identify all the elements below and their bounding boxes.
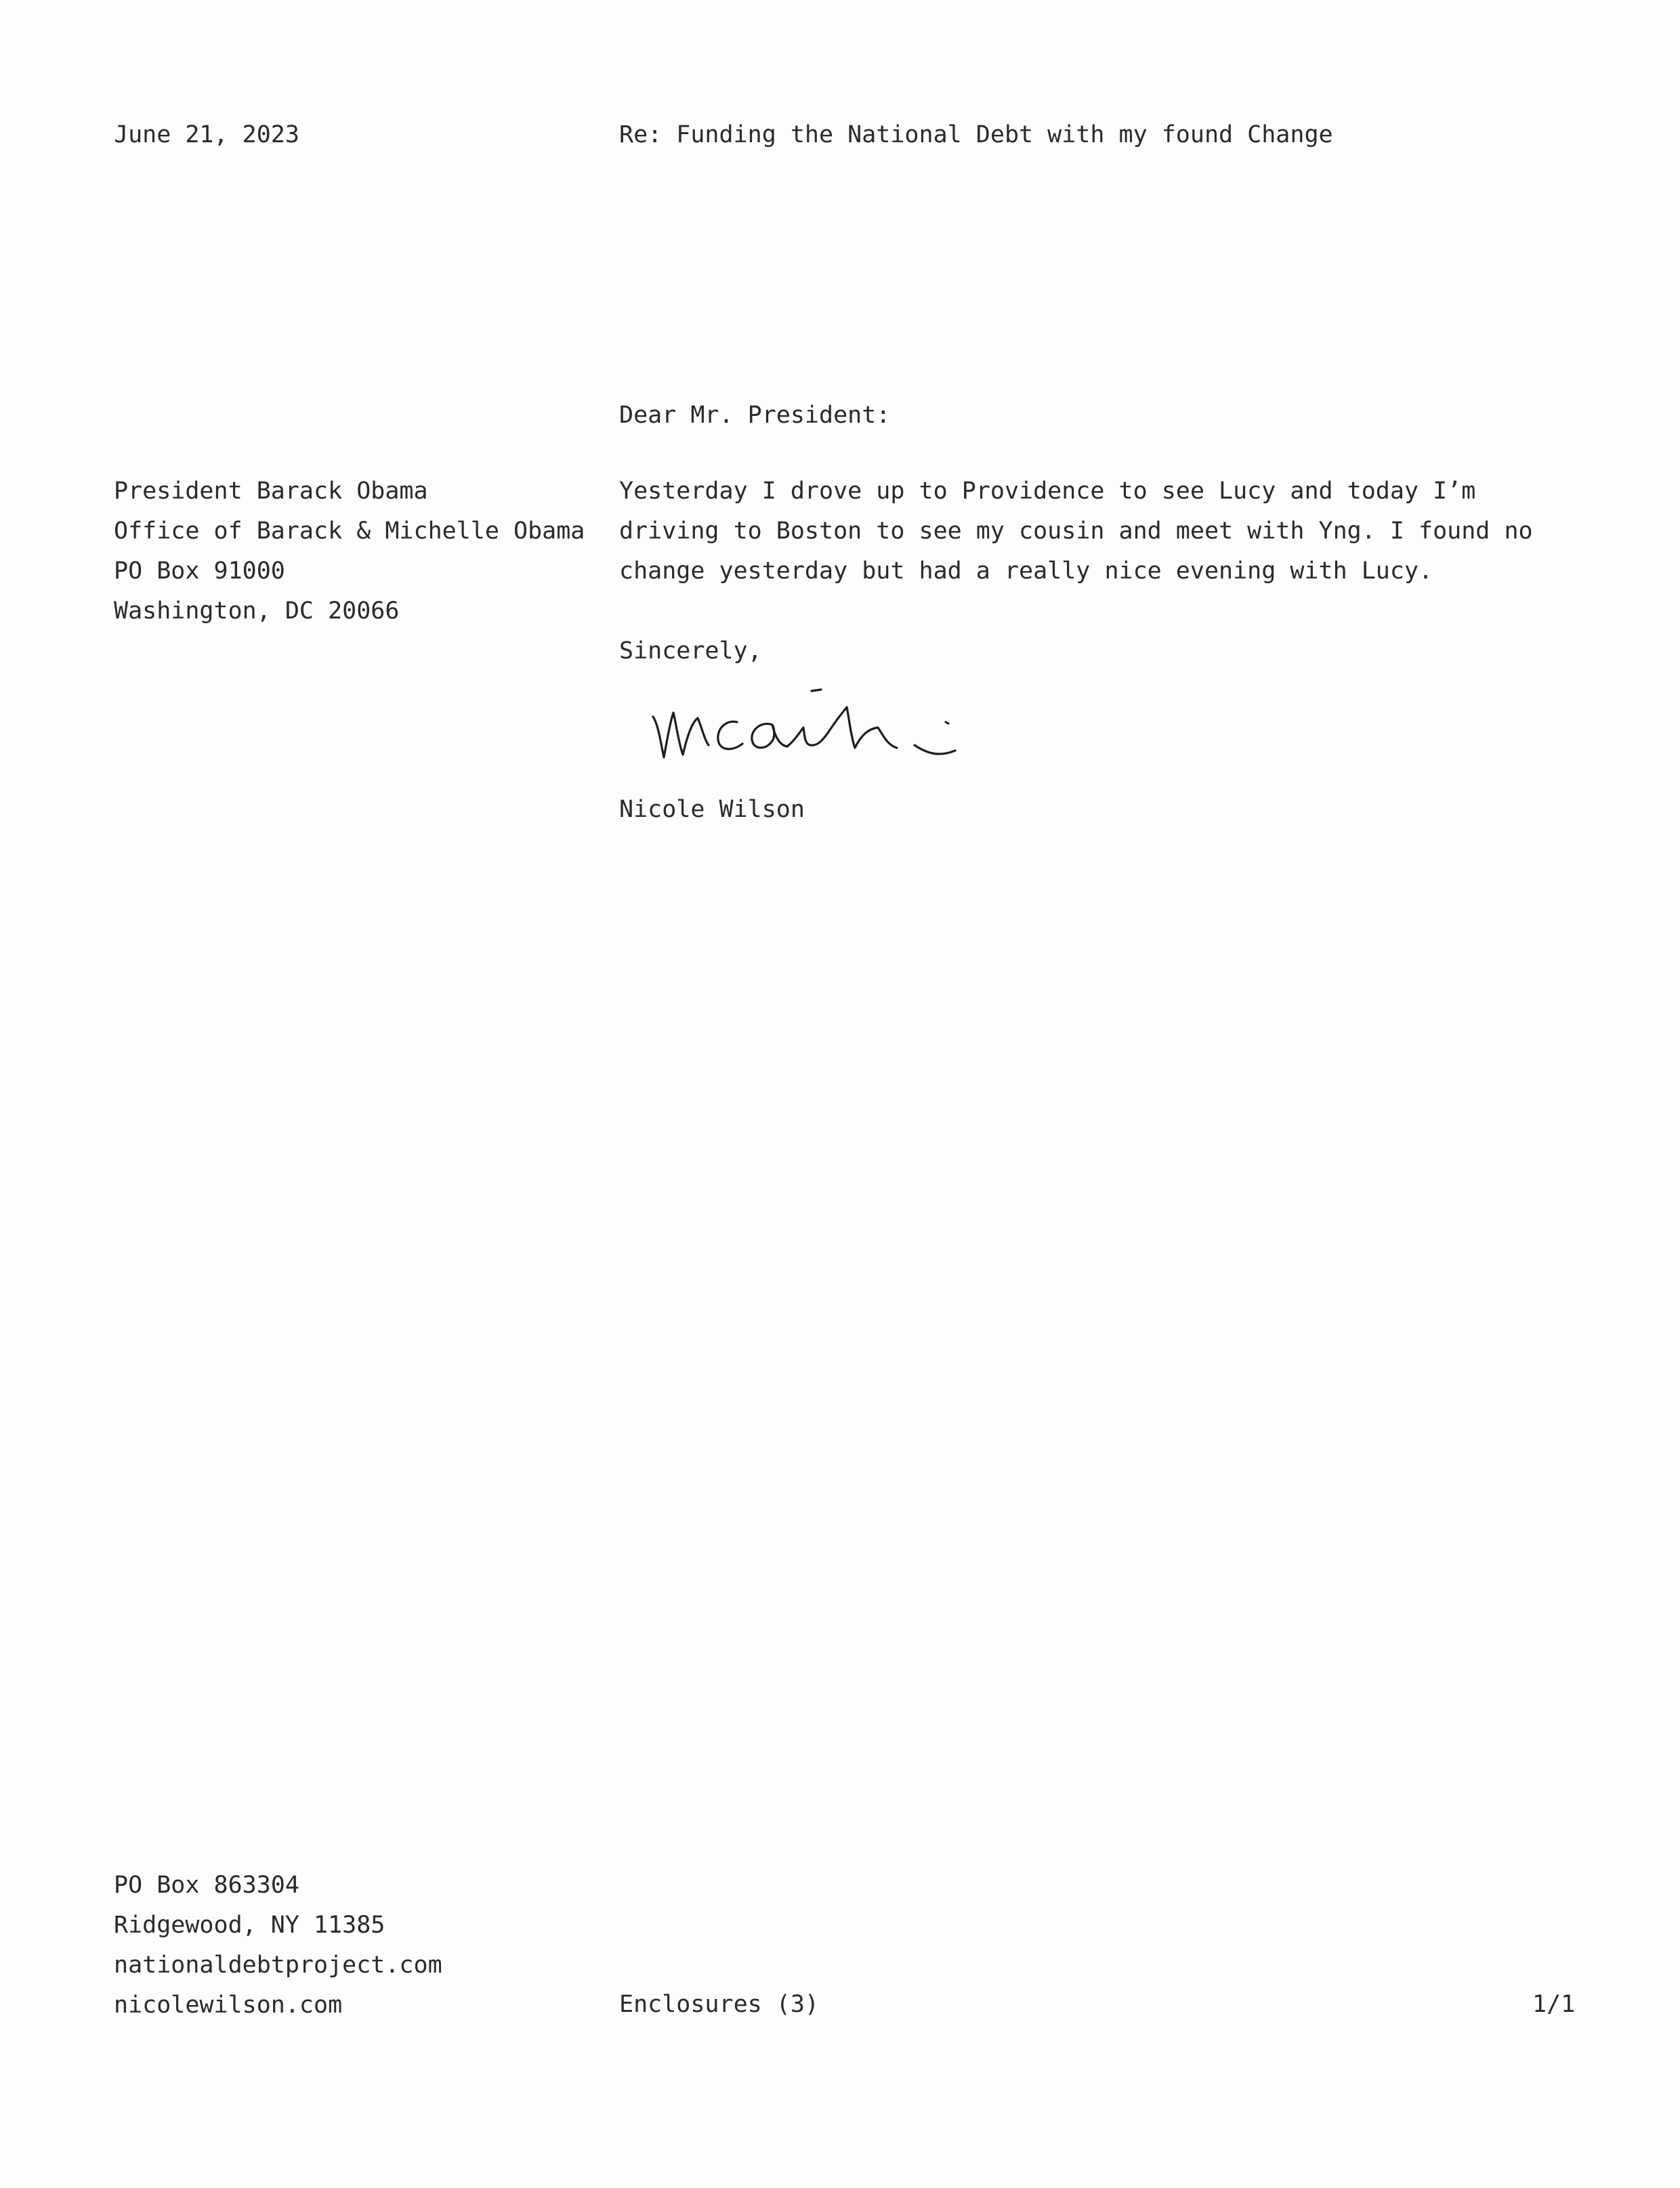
page-number: 1/1 — [1532, 1991, 1576, 2018]
return-city: Ridgewood, NY 11385 — [114, 1912, 385, 1939]
body-line: driving to Boston to see my cousin and meet with Yng. I found no — [619, 518, 1533, 545]
letter-date: June 21, 2023 — [114, 121, 299, 148]
return-po-box: PO Box 863304 — [114, 1872, 299, 1899]
signer-name: Nicole Wilson — [619, 796, 805, 823]
body-line: Yesterday I drove up to Providence to see Lucy and today I’m — [619, 478, 1476, 505]
letter-subject: Re: Funding the National Debt with my found Change — [619, 121, 1333, 148]
recipient-address — [114, 471, 585, 631]
salutation: Dear Mr. President: — [619, 402, 891, 429]
personal-website-link[interactable]: nicolewilson.com — [114, 1992, 343, 2019]
return-address — [114, 1866, 442, 2025]
recipient-city: Washington, DC 20066 — [114, 597, 400, 625]
body-line: change yesterday but had a really nice evening with Lucy. — [619, 557, 1433, 585]
letter-body — [619, 471, 1533, 591]
handwritten-signature — [644, 671, 982, 772]
recipient-po-box: PO Box 91000 — [114, 557, 285, 585]
enclosures-note: Enclosures (3) — [619, 1991, 820, 2018]
closing: Sincerely, — [619, 637, 762, 665]
recipient-office: Office of Barack & Michelle Obama — [114, 518, 585, 545]
recipient-name: President Barack Obama — [114, 478, 428, 505]
website-link[interactable]: nationaldebtproject.com — [114, 1952, 442, 1979]
